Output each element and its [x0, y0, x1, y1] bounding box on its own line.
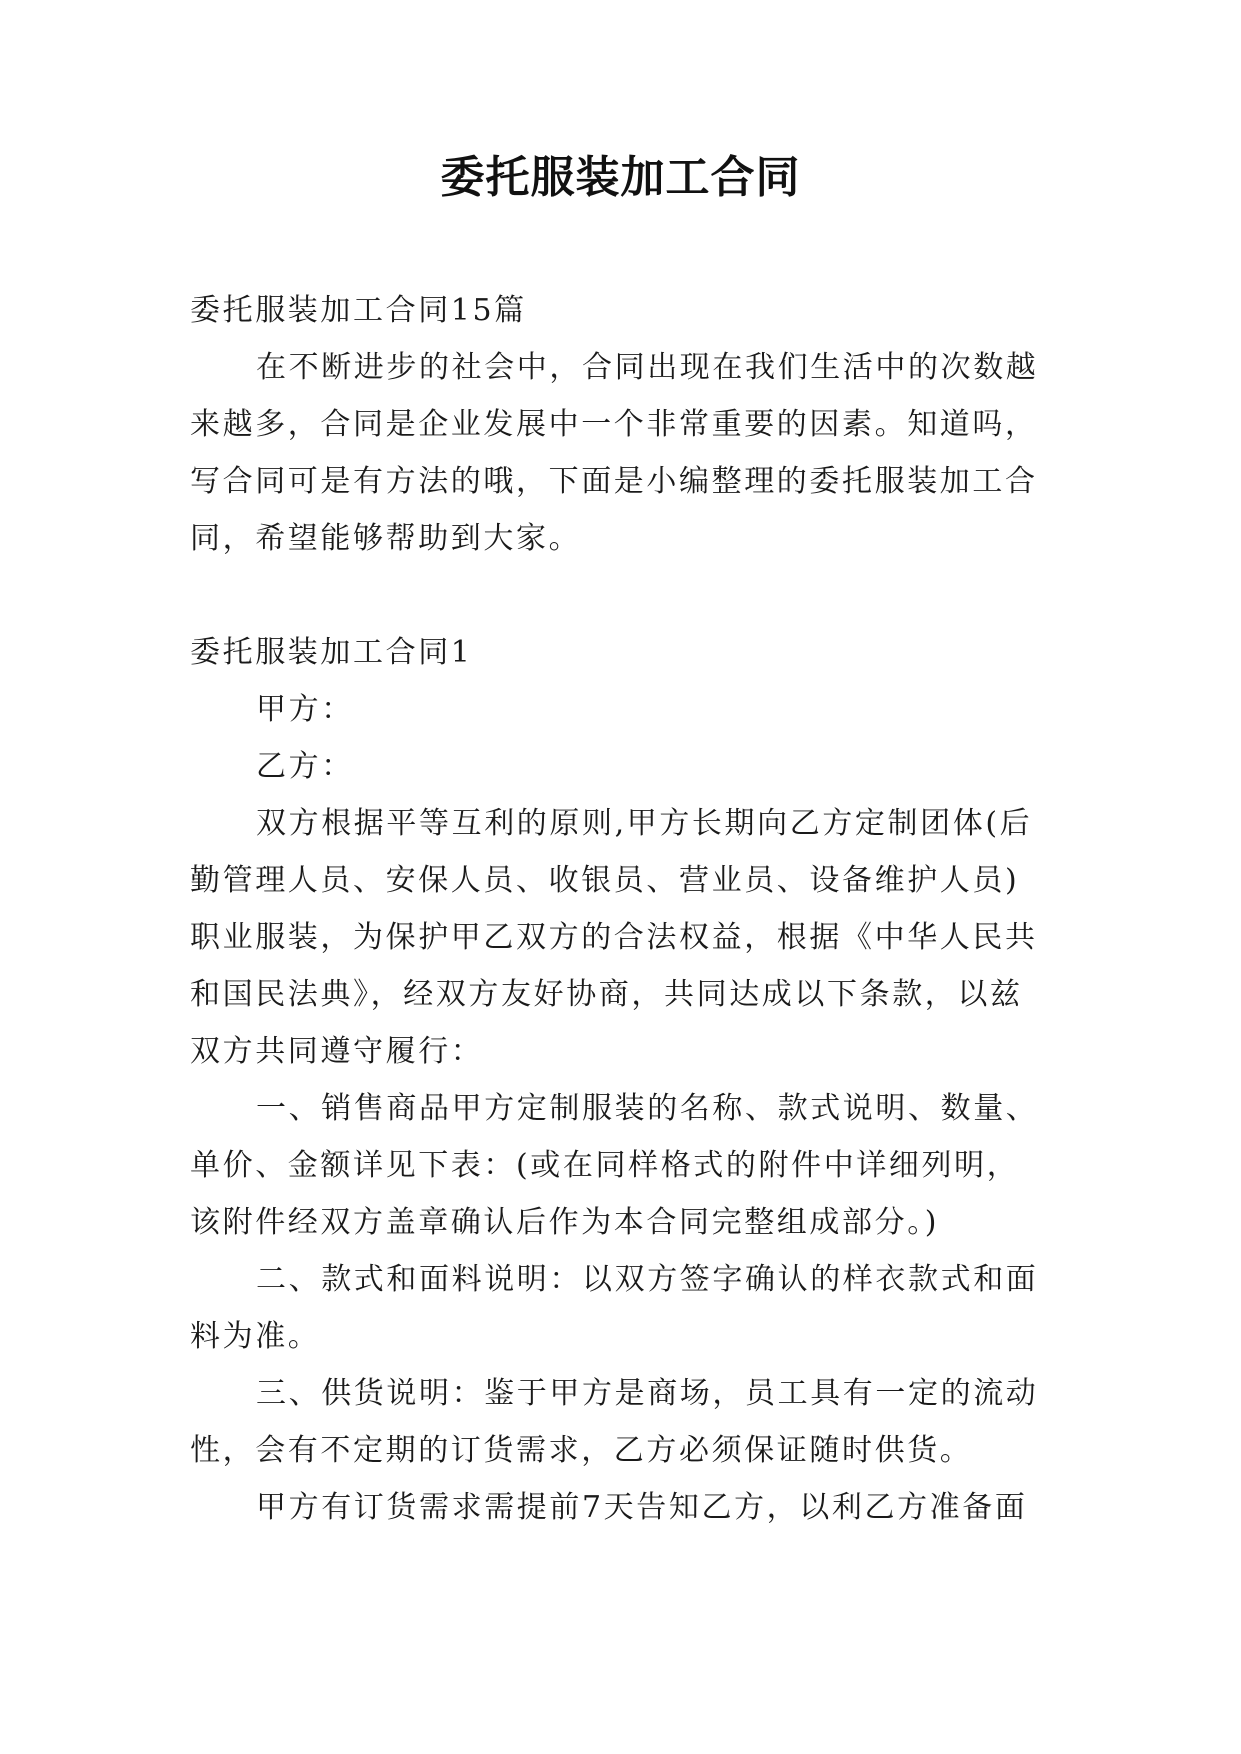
intro-line: 来越多，合同是企业发展中一个非常重要的因素。知道吗，: [190, 407, 1038, 442]
intro-line: 写合同可是有方法的哦，下面是小编整理的委托服装加工合: [190, 464, 1038, 499]
clause-3-line: 三、供货说明：鉴于甲方是商场，员工具有一定的流动: [256, 1376, 1039, 1411]
party-b-label: 乙方：: [256, 749, 354, 784]
clause-1-line: 该附件经双方盖章确认后作为本合同完整组成部分。): [190, 1205, 940, 1240]
intro-line: 同，希望能够帮助到大家。: [190, 521, 582, 556]
clause-1-line: 单价、金额详见下表：(或在同样格式的附件中详细列明，: [190, 1148, 1020, 1183]
party-a-label: 甲方：: [256, 692, 354, 727]
clause-1-line: 一、销售商品甲方定制服装的名称、款式说明、数量、: [256, 1091, 1039, 1126]
preamble-line: 和国民法典》，经双方友好协商，共同达成以下条款，以兹: [190, 977, 1023, 1012]
intro-line: 在不断进步的社会中，合同出现在我们生活中的次数越: [256, 350, 1039, 385]
document-body: [190, 282, 1070, 1536]
preamble-line: 双方共同遵守履行：: [190, 1034, 484, 1069]
section-heading: 委托服装加工合同1: [190, 635, 473, 670]
preamble-line: 勤管理人员、安保人员、收银员、营业员、设备维护人员): [190, 863, 1020, 898]
preamble-line: 双方根据平等互利的原则,甲方长期向乙方定制团体(后: [256, 806, 1033, 841]
document-title: 委托服装加工合同: [440, 152, 801, 203]
document-subtitle: 委托服装加工合同15篇: [190, 293, 527, 328]
paragraph-gap: [190, 567, 1070, 624]
clause-2-line: 料为准。: [190, 1319, 321, 1354]
clause-3-continuation: 甲方有订货需求需提前7天告知乙方，以利乙方准备面: [256, 1490, 1028, 1525]
clause-2-line: 二、款式和面料说明：以双方签字确认的样衣款式和面: [256, 1262, 1039, 1297]
clause-3-line: 性，会有不定期的订货需求，乙方必须保证随时供货。: [190, 1433, 973, 1468]
preamble-line: 职业服装，为保护甲乙双方的合法权益，根据《中华人民共: [190, 920, 1038, 955]
